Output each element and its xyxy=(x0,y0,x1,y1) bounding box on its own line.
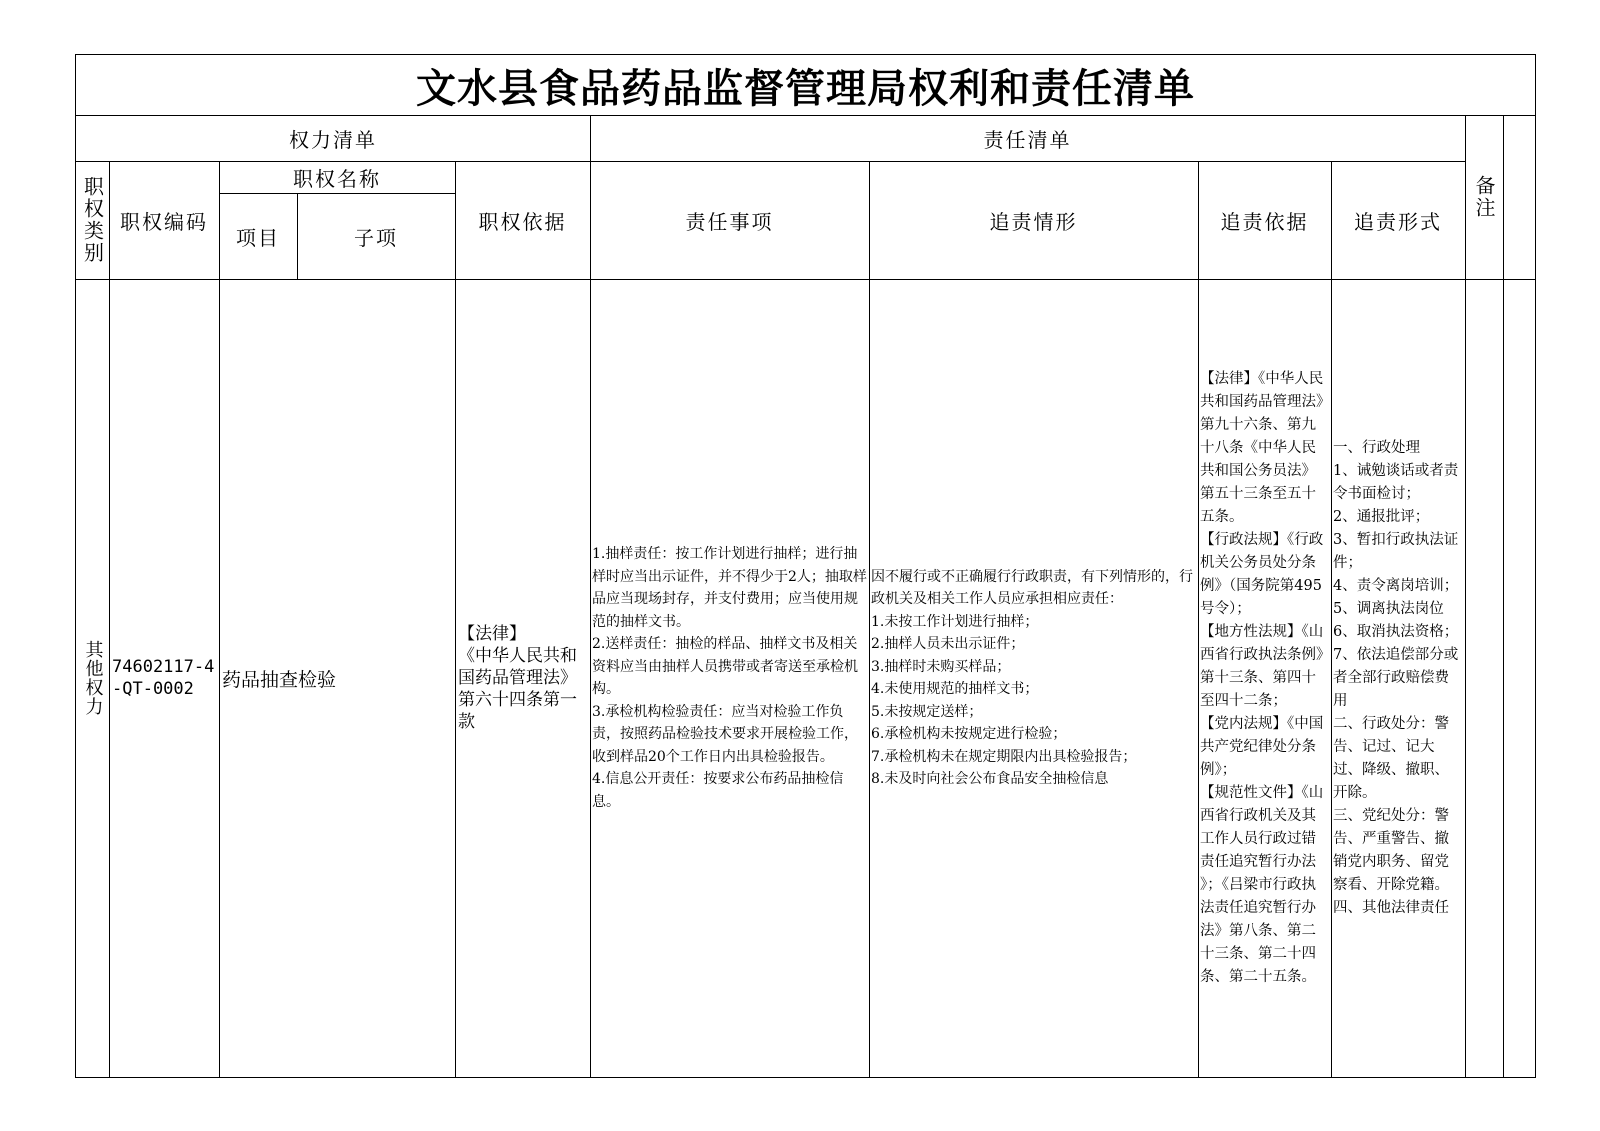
grid-line xyxy=(1503,115,1504,1077)
category-value: 其他权力 xyxy=(82,640,104,716)
accountability-cases-value: 因不履行或不正确履行行政职责，有下列情形的，行政机关及相关工作人员应承担相应责任： 1.未按工作计划进行抽样； 2.抽样人员未出示证件； 3.抽样时未购买样品； 4.未使用规范的抽样文书； 5.未按规定送样； 6.承检机构未按规定进行检验； 7.承检机构未在规定期限内出具检验报告； 8.未及时向社会公布食品安全抽检信息 xyxy=(871,568,1193,787)
responsibility-list-header: 责任清单 xyxy=(983,127,1072,152)
code-value: 74602117-4 -QT-0002 xyxy=(112,657,215,699)
duty-items-value: 1.抽样责任：按工作计划进行抽样；进行抽样时应当出示证件，并不得少于2人；抽取样品应当现场封存，并支付费用；应当使用规范的抽样文书。 2.送样责任：抽检的样品、抽样文书及相关资料应当由抽样人员携带或者寄送至承检机构。 3.承检机构检验责任：应当对检验工作负责，按照药品检验技术要求开展检验工作，收到样品20个工作日内出具检验报告。 4.信息公开责任：按要求公布药品抽检信息。 xyxy=(592,546,867,810)
basis-value: 【法律】 《中华人民共和国药品管理法》第六十四条第一款 xyxy=(458,624,577,732)
grid-line xyxy=(1465,115,1466,1077)
grid-line xyxy=(76,115,1535,116)
power-list-header: 权力清单 xyxy=(289,127,377,152)
subitem-header: 子项 xyxy=(354,225,398,250)
page-title: 文水县食品药品监督管理局权利和责任清单 xyxy=(416,65,1195,112)
grid-line xyxy=(1198,161,1199,1077)
grid-line xyxy=(76,161,590,162)
grid-line xyxy=(109,161,110,1077)
category-header-cell xyxy=(76,161,109,279)
grid-line xyxy=(869,161,870,1077)
accountability-cases-header: 追责情形 xyxy=(989,209,1078,234)
category-cell xyxy=(76,279,109,1077)
name-group-header: 职权名称 xyxy=(293,166,381,191)
grid-line xyxy=(219,161,220,1077)
grid-line xyxy=(590,115,591,1077)
item-value: 药品抽查检验 xyxy=(222,668,337,691)
remarks-header-cell xyxy=(1465,115,1503,279)
grid-line xyxy=(219,193,455,194)
remarks-header: 备注 xyxy=(1472,175,1496,219)
item-header: 项目 xyxy=(236,225,280,250)
basis-header: 职权依据 xyxy=(478,209,567,234)
power-responsibility-table xyxy=(75,54,1536,1078)
accountability-form-value: 一、行政处理 1、诫勉谈话或者责令书面检讨； 2、通报批评； 3、暂扣行政执法证件； 4、责令离岗培训； 5、调离执法岗位 6、取消执法资格； 7、依法追偿部分或者全部行政赔偿费用 二、行政处分：警告、记过、记大过、降级、撤职、开除。 三、党纪处分：警告、严重警告、撤销党内职务、留党察看、开除党籍。 四、其他法律责任 xyxy=(1333,439,1459,916)
duty-items-header: 责任事项 xyxy=(685,209,774,234)
grid-line xyxy=(590,161,1465,162)
accountability-form-header: 追责形式 xyxy=(1354,209,1442,234)
category-header: 职权类别 xyxy=(80,176,105,264)
grid-line xyxy=(76,279,1535,280)
accountability-basis-header: 追责依据 xyxy=(1220,209,1309,234)
code-header: 职权编码 xyxy=(120,209,208,234)
accountability-basis-value: 【法律】《中华人民共和国药品管理法》第九十六条、第九十八条《中华人民共和国公务员法》第五十三条至五十五条。 【行政法规】《行政机关公务员处分条例》（国务院第495号令）； 【地方性法规】《山西省行政执法条例》第十三条、第四十至四十二条； 【党内法规】《中国共产党纪律处分条例》； 【规范性文件】《山西省行政机关及其工作人员行政过错责任追究暂行办法 》；《吕梁市行政执法责任追究暂行办法》第八条、第二十三条、第二十四条、第二十五条。 xyxy=(1200,370,1324,985)
grid-line xyxy=(297,193,298,279)
remarks-value xyxy=(1465,279,1503,1077)
grid-line xyxy=(455,161,456,1077)
grid-line xyxy=(1331,161,1332,1077)
